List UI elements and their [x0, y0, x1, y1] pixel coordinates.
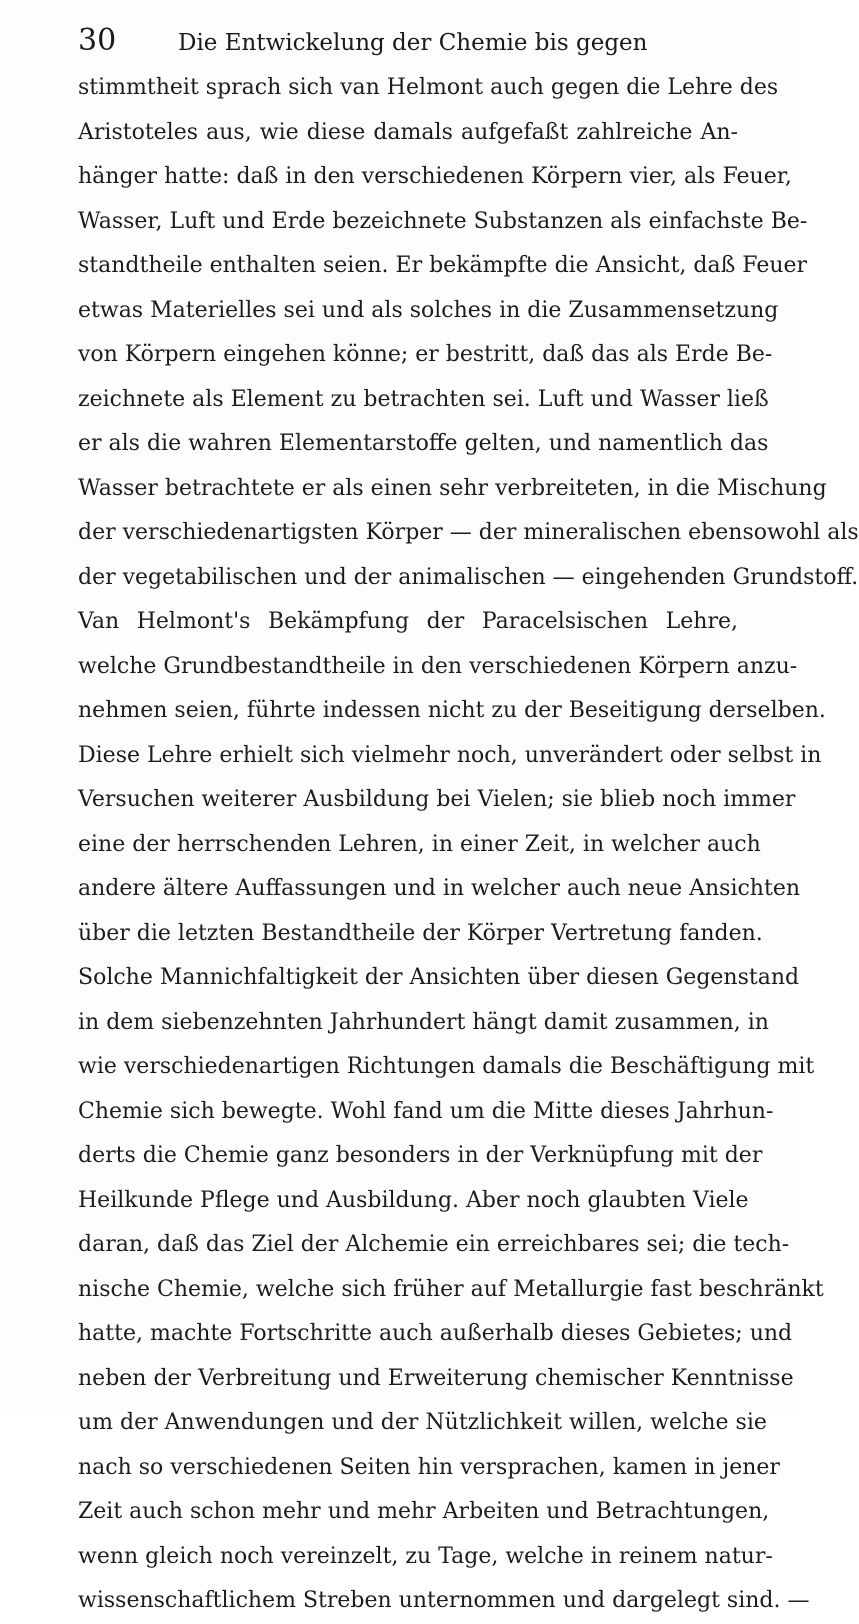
text-line: Wasser, Luft und Erde bezeichnete Substanzen als einfachste Be-: [78, 208, 808, 234]
text-line: hänger hatte: daß in den verschiedenen Körpern vier, als Feuer,: [78, 164, 792, 189]
text-line: eine der herrschenden Lehren, in einer Zeit, in welcher auch: [78, 831, 761, 857]
text-line: Van Helmont's Bekämpfung der Paracelsischen Lehre,: [78, 609, 738, 634]
running-title: Die Entwickelung der Chemie bis gegen: [178, 30, 648, 56]
text-line: Diese Lehre erhielt sich vielmehr noch, unverändert oder selbst in: [78, 742, 822, 768]
text-line: nische Chemie, welche sich früher auf Metallurgie fast beschränkt: [78, 1276, 824, 1302]
text-line: der verschiedenartigsten Körper — der mineralischen ebensowohl als: [78, 520, 859, 545]
text-line: wenn gleich noch vereinzelt, zu Tage, welche in reinem natur-: [78, 1543, 773, 1569]
text-line: Zeit auch schon mehr und mehr Arbeiten und Betrachtungen,: [78, 1499, 770, 1524]
running-header: [78, 22, 738, 62]
text-line: von Körpern eingehen könne; er bestritt, daß das als Erde Be-: [78, 342, 773, 367]
text-line: stimmtheit sprach sich van Helmont auch gegen die Lehre des: [78, 75, 779, 100]
text-line: Solche Mannichfaltigkeit der Ansichten über diesen Gegenstand: [78, 965, 800, 990]
text-line: nach so verschiedenen Seiten hin versprachen, kamen in jener: [78, 1454, 780, 1480]
text-line: wissenschaftlichem Streben unternommen und dargelegt sind. —: [78, 1588, 810, 1613]
text-line: über die letzten Bestandtheile der Körper Vertretung fanden.: [78, 920, 763, 946]
text-line: Wasser betrachtete er als einen sehr verbreiteten, in die Mischung: [78, 475, 827, 501]
text-line: daran, daß das Ziel der Alchemie ein erreichbares sei; die tech-: [78, 1232, 790, 1257]
text-line: andere ältere Auffassungen und in welcher auch neue Ansichten: [78, 876, 801, 901]
text-line: standtheile enthalten seien. Er bekämpfte die Ansicht, daß Feuer: [78, 253, 808, 278]
text-line: der vegetabilischen und der animalischen — eingehenden Grundstoff.: [78, 564, 859, 590]
text-line: Versuchen weiterer Ausbildung bei Vielen; sie blieb noch immer: [78, 787, 796, 812]
text-line: Aristoteles aus, wie diese damals aufgefaßt zahlreiche An-: [78, 119, 738, 145]
text-line: zeichnete als Element zu betrachten sei. Luft und Wasser ließ: [78, 386, 769, 412]
text-line: Heilkunde Pflege und Ausbildung. Aber noch glaubten Viele: [78, 1187, 749, 1213]
text-line: nehmen seien, führte indessen nicht zu der Beseitigung derselben.: [78, 698, 826, 723]
text-line: welche Grundbestandtheile in den verschiedenen Körpern anzu-: [78, 653, 798, 679]
page-number: 30: [78, 23, 117, 58]
text-line: etwas Materielles sei und als solches in die Zusammensetzung: [78, 297, 779, 323]
body-text: [78, 66, 859, 1624]
text-line: wie verschiedenartigen Richtungen damals die Beschäftigung mit: [78, 1054, 815, 1079]
text-line: neben der Verbreitung und Erweiterung chemischer Kenntnisse: [78, 1365, 794, 1391]
text-line: er als die wahren Elementarstoffe gelten, und namentlich das: [78, 431, 769, 456]
text-line: um der Anwendungen und der Nützlichkeit willen, welche sie: [78, 1410, 767, 1435]
text-line: Chemie sich bewegte. Wohl fand um die Mitte dieses Jahrhun-: [78, 1098, 774, 1124]
text-line: hatte, machte Fortschritte auch außerhalb dieses Gebietes; und: [78, 1321, 793, 1346]
text-line: derts die Chemie ganz besonders in der Verknüpfung mit der: [78, 1143, 763, 1168]
text-line: in dem siebenzehnten Jahrhundert hängt damit zusammen, in: [78, 1009, 769, 1035]
